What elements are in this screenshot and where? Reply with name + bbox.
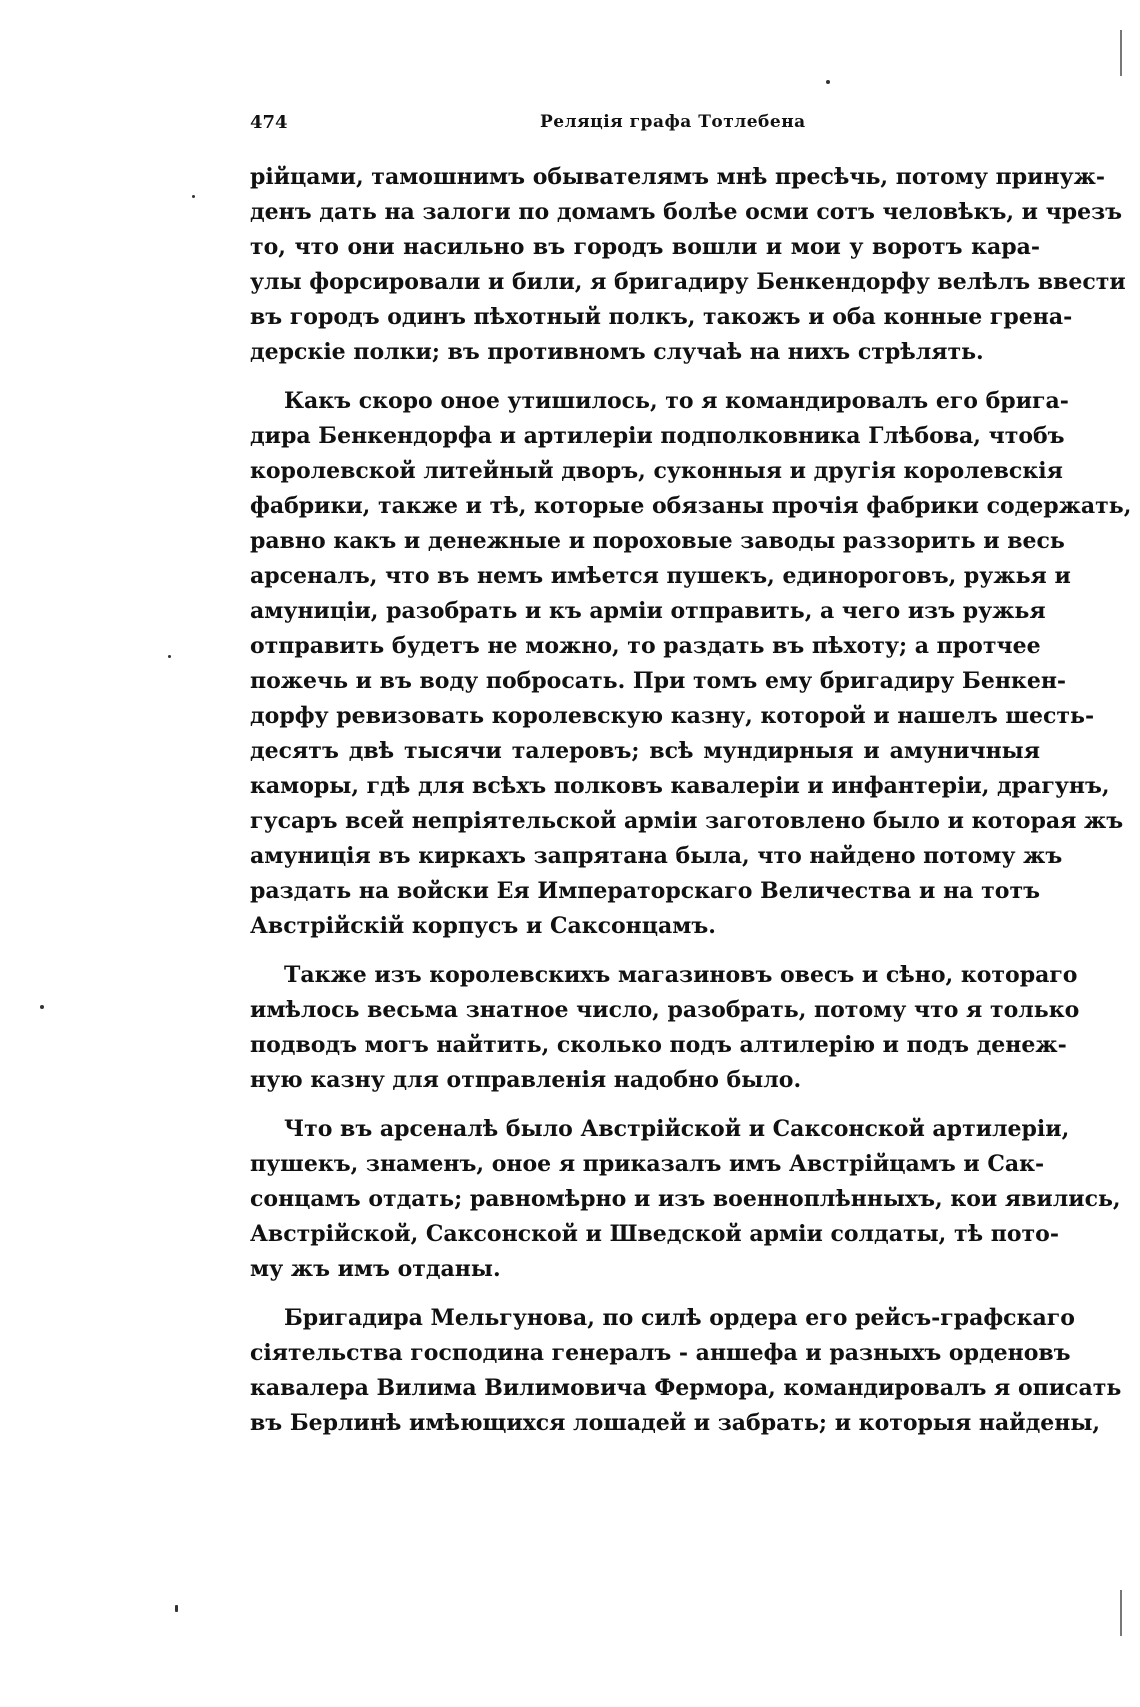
text-line: фабрики, также и тѣ, которые обязаны прочія фабрики содержать, [250, 493, 1132, 519]
text-line: отправить будетъ не можно, то раздать въ пѣхоту; а протчее [250, 633, 1041, 659]
text-line: каморы, гдѣ для всѣхъ полковъ кавалеріи и инфантеріи, драгунъ, [250, 773, 1110, 799]
text-line: Что въ арсеналѣ было Австрійской и Саксонской артилеріи, [284, 1116, 1070, 1142]
text-line: денъ дать на залоги по домамъ болѣе осми сотъ человѣкъ, и чрезъ [250, 199, 1123, 225]
paragraph-2 [250, 384, 1132, 944]
text-line: рійцами, тамошнимъ обывателямъ мнѣ пресѣчь, потому принуж- [250, 164, 1105, 190]
running-title: Реляція графа Тотлебена [540, 112, 806, 132]
text-line: десятъ двѣ тысячи талеровъ; всѣ мундирныя и амуничныя [250, 738, 1040, 764]
text-line: пушекъ, знаменъ, оное я приказалъ имъ Австрійцамъ и Сак- [250, 1151, 1045, 1177]
text-line: равно какъ и денежные и пороховые заводы раззорить и весь [250, 528, 1065, 554]
scan-edge-mark [1120, 1590, 1122, 1636]
text-line: королевской литейный дворъ, суконныя и другія королевскія [250, 458, 1063, 484]
scan-speck [40, 1005, 44, 1009]
text-line: имѣлось весьма знатное число, разобрать, потому что я только [250, 997, 1080, 1023]
body-text [250, 160, 1132, 1455]
text-line: подводъ могъ найтить, сколько подъ алтилерію и подъ денеж- [250, 1032, 1067, 1058]
text-line: амуниція въ киркахъ запрятана была, что найдено потому жъ [250, 843, 1063, 869]
text-line: Также изъ королевскихъ магазиновъ овесъ и сѣно, котораго [284, 962, 1078, 988]
text-line: въ городъ одинъ пѣхотный полкъ, такожъ и оба конные грена- [250, 304, 1073, 330]
paragraph-5 [250, 1301, 1122, 1441]
text-line: раздать на войски Ея Императорскаго Величества и на тотъ [250, 878, 1040, 904]
text-line: улы форсировали и били, я бригадиру Бенкендорфу велѣлъ ввести [250, 269, 1126, 295]
text-line: въ Берлинѣ имѣющихся лошадей и забрать; и которыя найдены, [250, 1410, 1101, 1436]
page-number: 474 [250, 112, 288, 133]
text-line: дерскіе полки; въ противномъ случаѣ на нихъ стрѣлять. [250, 339, 984, 365]
text-line: гусаръ всей непріятельской арміи заготовлено было и которая жъ [250, 808, 1124, 834]
scan-edge-mark [1120, 30, 1122, 76]
text-line: Какъ скоро оное утишилось, то я командировалъ его брига- [284, 388, 1069, 414]
text-line: то, что они насильно въ городъ вошли и мои у воротъ кара- [250, 234, 1040, 260]
text-line: Бригадира Мельгунова, по силѣ ордера его рейсъ-графскаго [284, 1305, 1075, 1331]
paragraph-3 [250, 958, 1080, 1098]
paragraph-1 [250, 160, 1126, 370]
text-line: му жъ имъ отданы. [250, 1256, 501, 1282]
text-line: амуниціи, разобрать и къ арміи отправить, а чего изъ ружья [250, 598, 1046, 624]
text-line: пожечь и въ воду побросать. При томъ ему бригадиру Бенкен- [250, 668, 1067, 694]
text-line: сонцамъ отдать; равномѣрно и изъ военноплѣнныхъ, кои явились, [250, 1186, 1121, 1212]
scan-speck [175, 1605, 178, 1612]
text-line: ную казну для отправленія надобно было. [250, 1067, 802, 1093]
text-line: Австрійскій корпусъ и Саксонцамъ. [250, 913, 716, 939]
scan-speck [168, 655, 171, 658]
text-line: дорфу ревизовать королевскую казну, которой и нашелъ шесть- [250, 703, 1095, 729]
text-line: кавалера Вилима Вилимовича Фермора, командировалъ я описать [250, 1375, 1122, 1401]
scan-speck [826, 80, 830, 84]
text-line: Австрійской, Саксонской и Шведской арміи солдаты, тѣ пото- [250, 1221, 1059, 1247]
paragraph-4 [250, 1112, 1121, 1287]
text-line: сіятельства господина генералъ - аншефа и разныхъ орденовъ [250, 1340, 1071, 1366]
text-line: дира Бенкендорфа и артилеріи подполковника Глѣбова, чтобъ [250, 423, 1065, 449]
scan-speck [192, 195, 195, 198]
text-line: арсеналъ, что въ немъ имѣется пушекъ, единороговъ, ружья и [250, 563, 1071, 589]
page-header [250, 112, 1040, 140]
